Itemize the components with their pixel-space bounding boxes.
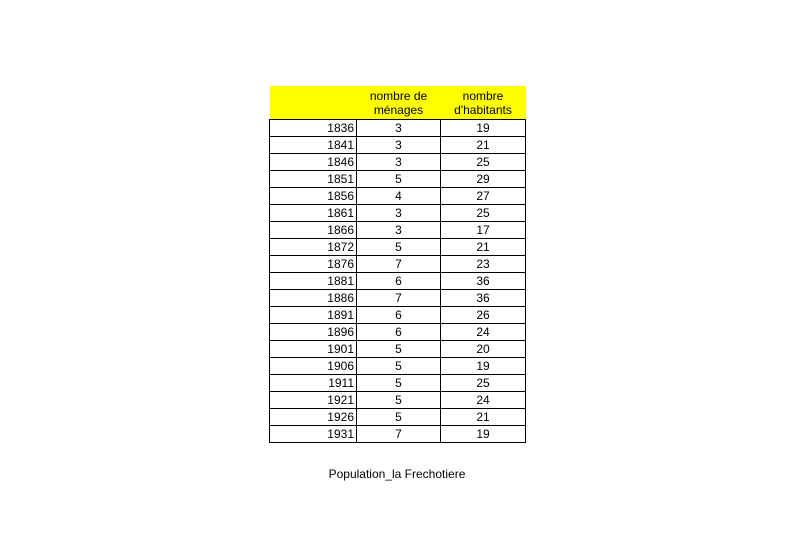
table-row <box>270 154 526 171</box>
menages-cell: 3 <box>357 154 441 171</box>
year-cell: 1851 <box>270 171 357 188</box>
table-row <box>270 188 526 205</box>
population-table-container <box>269 86 526 443</box>
table-row <box>270 137 526 154</box>
table-row <box>270 171 526 188</box>
header-habitants-line1: nombre <box>462 88 504 103</box>
habitants-cell: 24 <box>441 324 526 341</box>
table-row <box>270 239 526 256</box>
menages-cell: 6 <box>357 273 441 290</box>
year-cell: 1906 <box>270 358 357 375</box>
year-cell: 1872 <box>270 239 357 256</box>
menages-cell: 7 <box>357 256 441 273</box>
habitants-cell: 26 <box>441 307 526 324</box>
table-row <box>270 205 526 222</box>
menages-cell: 5 <box>357 341 441 358</box>
table-row <box>270 341 526 358</box>
year-cell: 1846 <box>270 154 357 171</box>
table-row <box>270 324 526 341</box>
habitants-cell: 36 <box>441 290 526 307</box>
menages-cell: 3 <box>357 137 441 154</box>
year-cell: 1891 <box>270 307 357 324</box>
table-row <box>270 290 526 307</box>
habitants-cell: 36 <box>441 273 526 290</box>
year-cell: 1836 <box>270 120 357 137</box>
table-row <box>270 426 526 443</box>
header-habitants <box>441 86 526 120</box>
table-caption: Population_la Frechotiere <box>328 467 466 481</box>
table-row <box>270 375 526 392</box>
habitants-cell: 25 <box>441 375 526 392</box>
header-menages-line2: ménages <box>373 102 424 117</box>
habitants-cell: 17 <box>441 222 526 239</box>
menages-cell: 5 <box>357 171 441 188</box>
year-cell: 1931 <box>270 426 357 443</box>
habitants-cell: 25 <box>441 205 526 222</box>
year-cell: 1866 <box>270 222 357 239</box>
header-menages <box>357 86 441 120</box>
table-row <box>270 358 526 375</box>
year-cell: 1921 <box>270 392 357 409</box>
habitants-cell: 20 <box>441 341 526 358</box>
menages-cell: 5 <box>357 392 441 409</box>
year-cell: 1901 <box>270 341 357 358</box>
habitants-cell: 24 <box>441 392 526 409</box>
menages-cell: 3 <box>357 120 441 137</box>
habitants-cell: 21 <box>441 137 526 154</box>
table-row <box>270 222 526 239</box>
habitants-cell: 29 <box>441 171 526 188</box>
year-cell: 1876 <box>270 256 357 273</box>
year-cell: 1926 <box>270 409 357 426</box>
table-row <box>270 120 526 137</box>
year-cell: 1856 <box>270 188 357 205</box>
table-row <box>270 307 526 324</box>
year-cell: 1881 <box>270 273 357 290</box>
year-cell: 1886 <box>270 290 357 307</box>
year-cell: 1911 <box>270 375 357 392</box>
year-cell: 1861 <box>270 205 357 222</box>
menages-cell: 6 <box>357 307 441 324</box>
year-cell: 1896 <box>270 324 357 341</box>
menages-cell: 5 <box>357 239 441 256</box>
table-header-row <box>270 86 526 120</box>
habitants-cell: 21 <box>441 239 526 256</box>
habitants-cell: 19 <box>441 426 526 443</box>
habitants-cell: 19 <box>441 358 526 375</box>
habitants-cell: 23 <box>441 256 526 273</box>
menages-cell: 7 <box>357 290 441 307</box>
habitants-cell: 27 <box>441 188 526 205</box>
habitants-cell: 21 <box>441 409 526 426</box>
menages-cell: 6 <box>357 324 441 341</box>
header-year <box>270 86 357 120</box>
table-row <box>270 392 526 409</box>
menages-cell: 5 <box>357 358 441 375</box>
habitants-cell: 25 <box>441 154 526 171</box>
year-cell: 1841 <box>270 137 357 154</box>
header-habitants-line2: d'habitants <box>454 102 512 117</box>
header-menages-line1: nombre de <box>369 88 428 103</box>
menages-cell: 5 <box>357 375 441 392</box>
menages-cell: 7 <box>357 426 441 443</box>
menages-cell: 5 <box>357 409 441 426</box>
menages-cell: 4 <box>357 188 441 205</box>
habitants-cell: 19 <box>441 120 526 137</box>
table-row <box>270 273 526 290</box>
table-row <box>270 256 526 273</box>
menages-cell: 3 <box>357 222 441 239</box>
menages-cell: 3 <box>357 205 441 222</box>
population-table <box>269 86 526 443</box>
table-row <box>270 409 526 426</box>
